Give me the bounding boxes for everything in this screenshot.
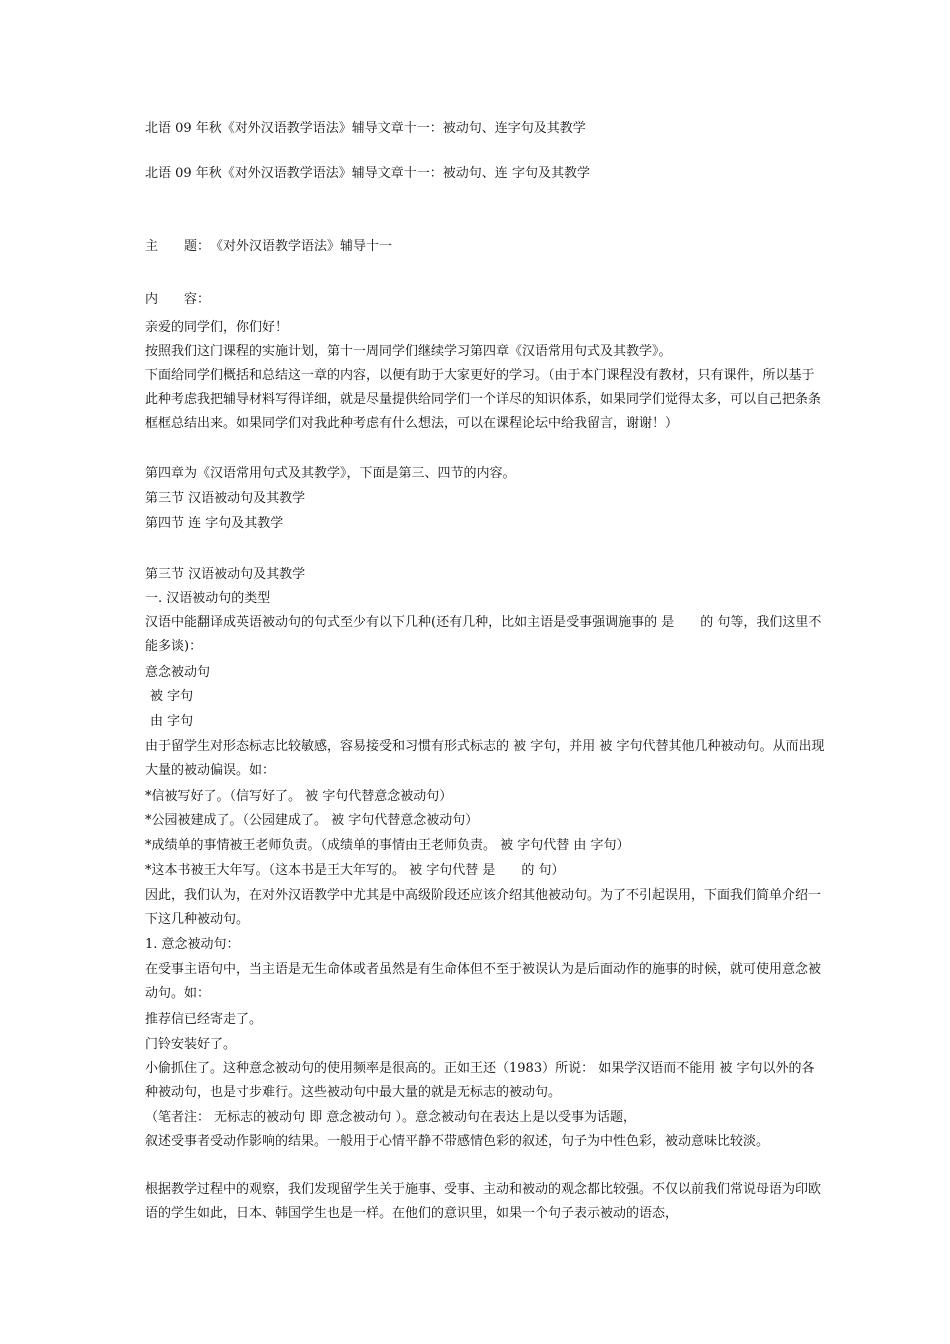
- example-sentence: *这本书被王大年写。（这本书是王大年写的。 被 字句代替 是 的 句）: [145, 863, 565, 878]
- conclusion-paragraph: 因此，我们认为，在对外汉语教学中尤其是中高级阶段还应该介绍其他被动句。为了不引起误用，下面我们简单介绍一下这几种被动句。: [145, 888, 822, 927]
- description-paragraph: 在受事主语句中，当主语是无生命体或者虽然是有生命体但不至于被误认为是后面动作的施事的时候，就可使用意念被动句。如：: [145, 962, 822, 1001]
- section-3-heading: 第三节 汉语被动句及其教学: [145, 491, 306, 506]
- summary-paragraph: 下面给同学们概括和总结这一章的内容，以便有助于大家更好的学习。（由于本门课程没有教材，只有课件，所以基于此种考虑我把辅导材料写得详细，就是尽量提供给同学们一个详尽的知识体系，如果同学们觉得太多，可以自己把条条框框总结出来。如果同学们对我此种考虑有什么想法，可以在课程论坛中给我留言，谢谢！）: [145, 368, 822, 431]
- example-sentence: 小偷抓住了。这种意念被动句的使用频率是很高的。正如王还（1983）所说： 如果学汉语而不能用 被 字句以外的各种被动句，也是寸步难行。这些被动句中最大量的就是无标志的被动句。: [145, 1061, 815, 1100]
- section-4-heading: 第四节 连 字句及其教学: [145, 516, 284, 531]
- plan-paragraph: 按照我们这门课程的实施计划，第十一周同学们继续学习第四章《汉语常用句式及其教学》。: [145, 344, 672, 359]
- example-sentence: 推荐信已经寄走了。: [145, 1012, 263, 1027]
- narration-paragraph: 叙述受事者受动作影响的结果。一般用于心情平静不带感情色彩的叙述，句子为中性色彩，被动意味比较淡。: [145, 1134, 770, 1149]
- chapter-4-intro: 第四章为《汉语常用句式及其教学》，下面是第三、四节的内容。: [145, 466, 516, 481]
- observation-paragraph: 根据教学过程中的观察，我们发现留学生关于施事、受事、主动和被动的观念都比较强。不仅以前我们常说母语为印欧语的学生如此，日本、韩国学生也是一样。在他们的意识里，如果一个句子表示被动的语态，: [145, 1182, 822, 1221]
- example-sentence: 门铃安装好了。: [145, 1037, 237, 1052]
- reason-paragraph: 由于留学生对形态标志比较敏感，容易接受和习惯有形式标志的 被 字句，并用 被 字句代替其他几种被动句。从而出现大量的被动偏误。如：: [145, 739, 825, 778]
- document-title-line-2: 北语 09 年秋《对外汉语教学语法》辅导文章十一：被动句、连 字句及其教学: [145, 166, 590, 181]
- greeting: 亲爱的同学们，你们好！: [145, 320, 289, 335]
- example-sentence: *信被写好了。（信写好了。 被 字句代替意念被动句）: [145, 789, 453, 804]
- list-item: 由 字句: [150, 714, 194, 729]
- author-note: （笔者注： 无标志的被动句 即 意念被动句 ）。意念被动句在表达上是以受事为话题，: [145, 1110, 637, 1125]
- list-item: 被 字句: [150, 689, 194, 704]
- list-item: 意念被动句: [145, 665, 211, 680]
- intro-paragraph: 汉语中能翻译成英语被动句的句式至少有以下几种(还有几种，比如主语是受事强调施事的 是 的 句等，我们这里不能多谈)：: [145, 615, 822, 654]
- section-3-title: 第三节 汉语被动句及其教学: [145, 567, 306, 582]
- types-heading: 一. 汉语被动句的类型: [145, 591, 271, 606]
- document-title-line-1: 北语 09 年秋《对外汉语教学语法》辅导文章十一：被动句、连字句及其教学: [145, 121, 586, 136]
- subsection-heading: 1. 意念被动句：: [145, 937, 240, 952]
- example-sentence: *成绩单的事情被王老师负责。（成绩单的事情由王老师负责。 被 字句代替 由 字句）: [145, 838, 630, 853]
- subject-line: 主 题： 《对外汉语教学语法》辅导十一: [145, 239, 393, 254]
- content-label: 内 容：: [145, 292, 211, 307]
- example-sentence: *公园被建成了。（公园建成了。 被 字句代替意念被动句）: [145, 813, 479, 828]
